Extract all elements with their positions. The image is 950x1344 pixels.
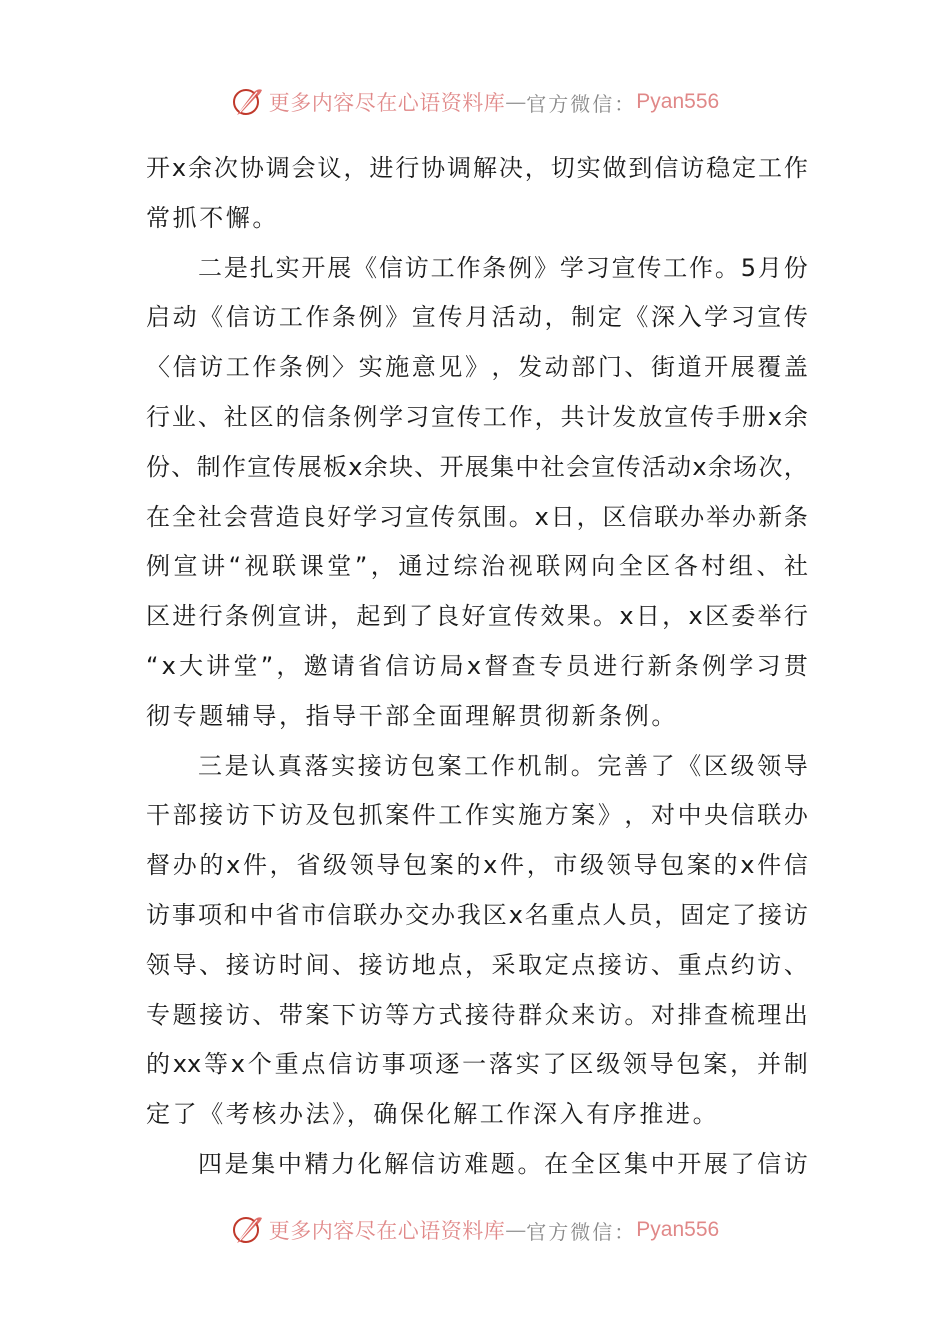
- text-line: 在 全 社 会 营 造 良 好 学 习 宣 传 氛 围 。 x 日 ， 区 信 联 办 举 办 新 条: [146, 502, 808, 531]
- paragraph-first-line: 三 是 认 真 落 实 接 访 包 案 工 作 机 制 。 完 善 了 《 区 级 领 导: [198, 751, 808, 780]
- footer-wechat-handle: Pyan556: [636, 1218, 720, 1241]
- text-line: “ x 大 讲 堂 ” ， 邀 请 省 信 访 局 x 督 查 专 员 进 行 新 条 例 学 习 贯: [146, 651, 808, 680]
- document-body: [146, 144, 808, 1190]
- text-line: 份 、 制 作 宣 传 展 板 x 余 块 、 开 展 集 中 社 会 宣 传 活 动 x 余 场 次 ，: [146, 452, 808, 481]
- text-line: 专 题 接 访 、 带 案 下 访 等 方 式 接 待 群 众 来 访 。 对 排 查 梳 理 出: [146, 1000, 808, 1029]
- footer-dash: —: [505, 1218, 527, 1242]
- footer-promo-text: 更多内容尽在心语资料库: [268, 1219, 506, 1243]
- text-line: 的 xx 等 x 个 重 点 信 访 事 项 逐 一 落 实 了 区 级 领 导 包 案 ， 并 制: [146, 1050, 808, 1079]
- text-line: 例 宣 讲 “ 视 联 课 堂 ” ， 通 过 综 治 视 联 网 向 全 区 各 村 组 、 社: [146, 552, 808, 581]
- header-dash: —: [505, 90, 527, 114]
- text-line: 领 导 、 接 访 时 间 、 接 访 地 点 ， 采 取 定 点 接 访 、 重 点 约 访 、: [146, 950, 808, 979]
- text-line: 启 动 《 信 访 工 作 条 例 》 宣 传 月 活 动 ， 制 定 《 深 入 学 习 宣 传: [146, 303, 808, 332]
- text-line: 〈 信 访 工 作 条 例 〉 实 施 意 见 》 ， 发 动 部 门 、 街 道 开 展 覆 盖: [146, 353, 808, 382]
- paragraph-first-line: 四 是 集 中 精 力 化 解 信 访 难 题 。 在 全 区 集 中 开 展 了 信 访: [198, 1149, 808, 1178]
- text-line: 行 业 、 社 区 的 信 条 例 学 习 宣 传 工 作 ， 共 计 发 放 宣 传 手 册 x 余: [146, 402, 808, 431]
- text-line: 访 事 项 和 中 省 市 信 联 办 交 办 我 区 x 名 重 点 人 员 ， 固 定 了 接 访: [146, 900, 808, 929]
- header-promo-text: 更多内容尽在心语资料库: [268, 91, 506, 115]
- paragraph-first-line: 二 是 扎 实 开 展 《 信 访 工 作 条 例 》 学 习 宣 传 工 作 。 5 月 份: [198, 253, 808, 282]
- header-wechat-handle: Pyan556: [636, 90, 720, 113]
- header-watermark-banner: [0, 82, 950, 122]
- text-line: 彻专题辅导，指导干部全面理解贯彻新条例。: [146, 701, 678, 730]
- text-line: 区 进 行 条 例 宣 讲 ， 起 到 了 良 好 宣 传 效 果 。 x 日 ， x 区 委 举 行: [146, 602, 808, 631]
- text-line: 督 办 的 x 件 ， 省 级 领 导 包 案 的 x 件 ， 市 级 领 导 包 案 的 x 件 信: [146, 851, 808, 880]
- header-wechat-label: 官方微信：: [526, 91, 637, 116]
- text-line: 干 部 接 访 下 访 及 包 抓 案 件 工 作 实 施 方 案 》 ， 对 中 央 信 联 办: [146, 801, 808, 830]
- text-line: 定了《考核办法》，确保化解工作深入有序推进。: [146, 1100, 720, 1129]
- text-line: 开 x 余 次 协 调 会 议 ， 进 行 协 调 解 决 ， 切 实 做 到 信 访 稳 定 工 作: [146, 154, 808, 182]
- quill-pen-logo-icon: [231, 1213, 265, 1247]
- footer-wechat-label: 官方微信：: [526, 1219, 637, 1244]
- text-line: 常抓不懈。: [146, 203, 279, 232]
- footer-watermark-banner: [0, 1210, 950, 1250]
- quill-pen-logo-icon: [231, 85, 265, 119]
